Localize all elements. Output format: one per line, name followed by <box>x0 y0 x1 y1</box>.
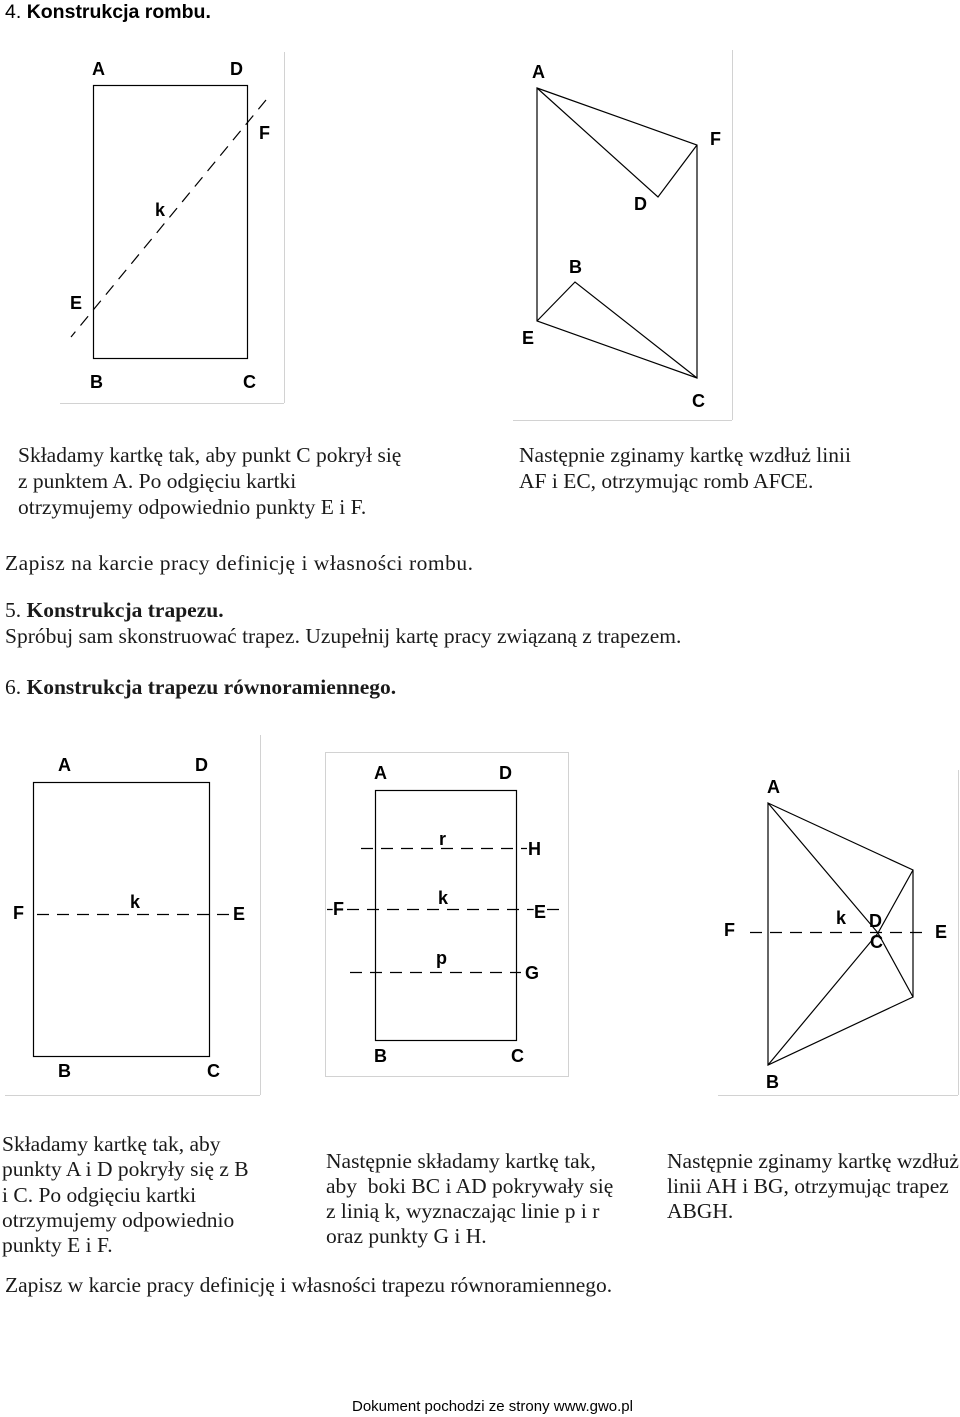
point-label-f: F <box>724 920 735 940</box>
caption-line: linii AH i BG, otrzymując trapez <box>667 1174 949 1198</box>
caption-line: otrzymujemy odpowiednio punkty E i F. <box>18 495 367 519</box>
point-label-f: F <box>333 899 344 919</box>
point-label-c: C <box>207 1061 220 1081</box>
isosceles-trapezoid-task <box>5 1272 612 1298</box>
point-label-g: G <box>525 963 540 983</box>
caption-line: z linią k, wyznaczając linie p i r <box>326 1199 600 1223</box>
caption-line: otrzymujemy odpowiednio <box>2 1207 235 1232</box>
sheet-outline <box>94 86 248 359</box>
caption-line: punkty E i F. <box>2 1233 113 1258</box>
caption-line: punkty A i D pokryły się z B <box>2 1157 249 1182</box>
point-label-d: D <box>499 763 512 783</box>
point-label-f: F <box>259 123 270 143</box>
task-text: Zapisz na karcie pracy definicję i własności rombu. <box>5 551 474 575</box>
section-title: Konstrukcja rombu. <box>26 1 211 23</box>
point-label-b: B <box>766 1072 779 1092</box>
section-6-heading <box>5 674 396 700</box>
point-label-e: E <box>522 328 535 348</box>
section-title: Konstrukcja trapezu równoramiennego. <box>26 675 397 699</box>
line-label-k: k <box>130 892 141 912</box>
line-label-k: k <box>836 908 847 928</box>
point-label-a: A <box>767 777 780 797</box>
caption-line: Następnie składamy kartkę tak, <box>326 1149 596 1173</box>
rhombus-caption-step-1 <box>18 442 401 520</box>
point-label-h: H <box>528 839 541 859</box>
caption-line: AF i EC, otrzymując romb AFCE. <box>519 469 814 493</box>
figure-trapezoid-step-2 <box>326 753 569 1077</box>
rhombus-caption-step-2 <box>519 442 851 494</box>
section-title: Konstrukcja trapezu. <box>26 598 224 622</box>
section-number: 6. <box>5 675 22 699</box>
figure-frame <box>326 753 569 1077</box>
point-label-c: C <box>692 391 705 411</box>
point-label-a: A <box>374 763 387 783</box>
point-label-b: B <box>569 257 582 277</box>
sheet-outline <box>376 791 517 1041</box>
point-label-c: C <box>511 1046 524 1066</box>
figure-rhombus-step-2 <box>513 50 733 421</box>
point-label-a: A <box>58 755 71 775</box>
task-text: Zapisz w karcie pracy definicję i własności trapezu równoramiennego. <box>5 1273 613 1297</box>
point-label-d: D <box>634 194 647 214</box>
section-5-heading <box>5 597 224 623</box>
figure-trapezoid-step-1 <box>5 735 261 1096</box>
point-label-f: F <box>13 903 24 923</box>
trapezoid-caption-step-3 <box>667 1149 959 1224</box>
point-label-d: D <box>869 911 882 931</box>
figure-rhombus-step-1 <box>60 52 285 404</box>
caption-line: ABGH. <box>667 1199 734 1223</box>
point-label-d: D <box>195 755 208 775</box>
point-label-e: E <box>935 922 948 942</box>
task-text: Spróbuj sam skonstruować trapez. Uzupełnij kartę pracy związaną z trapezem. <box>5 624 682 648</box>
caption-line: Następnie zginamy kartkę wzdłuż linii <box>519 443 851 467</box>
section-number: 5. <box>5 598 22 622</box>
caption-line: i C. Po odgięciu kartki <box>2 1182 197 1207</box>
point-label-e: E <box>233 904 246 924</box>
line-label-r: r <box>439 829 447 849</box>
line-label-k: k <box>438 888 449 908</box>
trapezoid-outline <box>768 803 913 1065</box>
point-label-b: B <box>90 372 103 392</box>
caption-line: Składamy kartkę tak, aby punkt C pokrył się <box>18 443 402 467</box>
trapezoid-caption-step-1 <box>2 1132 249 1258</box>
point-label-b: B <box>374 1046 387 1066</box>
caption-line: oraz punkty G i H. <box>326 1224 487 1248</box>
caption-line: Następnie zginamy kartkę wzdłuż <box>667 1149 959 1173</box>
caption-line: aby boki BC i AD pokrywały się <box>326 1174 614 1198</box>
point-label-b: B <box>58 1061 71 1081</box>
point-label-d: D <box>230 59 243 79</box>
trapezoid-task <box>5 623 681 649</box>
trapezoid-caption-step-2 <box>326 1149 613 1249</box>
rhombus-outline <box>537 88 697 378</box>
rhombus-task <box>5 550 473 576</box>
folded-triangle-top <box>537 88 697 197</box>
caption-line: z punktem A. Po odgięciu kartki <box>18 469 297 493</box>
page-footer: Dokument pochodzi ze strony www.gwo.pl <box>352 1398 633 1415</box>
point-label-e: E <box>70 293 83 313</box>
point-label-c: C <box>243 372 256 392</box>
point-label-f: F <box>710 129 721 149</box>
line-label-p: p <box>436 948 447 968</box>
figure-trapezoid-step-3 <box>718 770 959 1096</box>
section-number: 4. <box>5 1 22 23</box>
point-label-c: C <box>870 932 883 952</box>
caption-line: Składamy kartkę tak, aby <box>2 1132 221 1156</box>
fold-line-k <box>71 100 266 337</box>
point-label-a: A <box>532 62 545 82</box>
point-label-e: E <box>534 902 547 922</box>
line-label-k: k <box>155 200 166 220</box>
sheet-outline <box>34 783 210 1057</box>
point-label-a: A <box>92 59 105 79</box>
folded-triangle-bottom <box>768 933 913 1065</box>
